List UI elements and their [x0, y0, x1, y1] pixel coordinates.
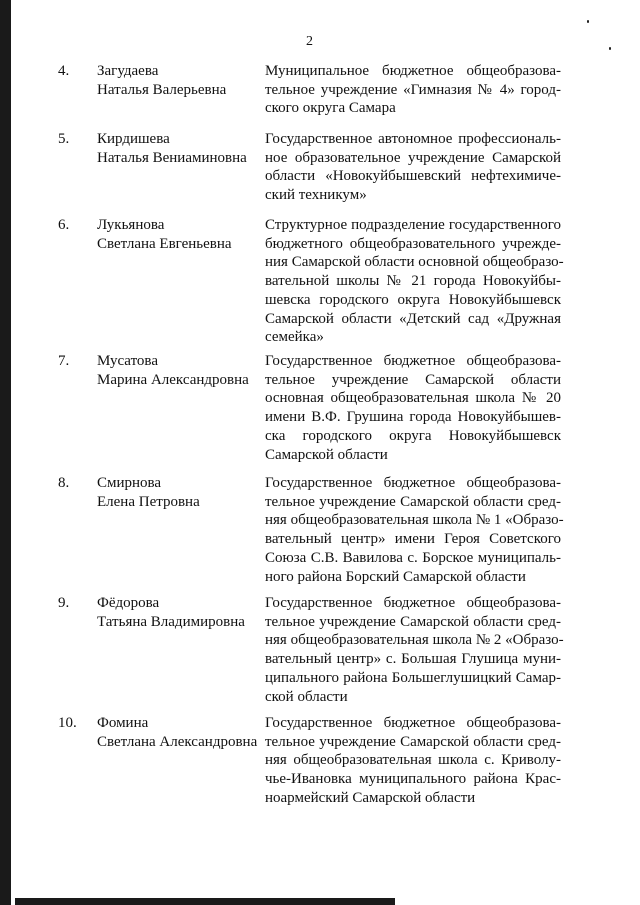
organization-line: чье-Ивановка муниципального района Крас-	[265, 771, 561, 788]
organization-line: семейка»	[265, 329, 324, 346]
organization-line: Государственное бюджетное общеобразова-	[265, 475, 561, 491]
organization	[265, 352, 561, 464]
organization-line: области «Новокуйбышевский нефтехимиче-	[265, 168, 561, 185]
organization-line: ноармейский Самарской области	[265, 789, 476, 806]
organization	[265, 594, 564, 706]
organization-line: Государственное бюджетное общеобразова-	[265, 595, 561, 611]
scan-speck	[587, 20, 589, 23]
person-name	[97, 714, 257, 751]
given-names: Светлана Александровна	[97, 733, 258, 750]
entry-number: 5.	[58, 131, 70, 147]
page-number: 2	[306, 34, 313, 49]
organization-line: ский техникум»	[265, 187, 367, 204]
surname: Смирнова	[97, 475, 162, 491]
organization-line: няя общеобразовательная школа № 1 «Образо-	[265, 512, 564, 529]
organization-line: няя общеобразовательная школа с. Криволу-	[265, 752, 561, 769]
given-names: Наталья Вениаминовна	[97, 149, 247, 166]
organization-line: ска городского округа Новокуйбышевск	[265, 427, 561, 444]
organization-line: Государственное бюджетное общеобразова-	[265, 715, 561, 731]
organization-line: няя общеобразовательная школа № 2 «Образо-	[265, 632, 564, 649]
surname: Лукьянова	[97, 217, 165, 233]
organization-line: ния Самарской области основной общеобразо-	[265, 254, 564, 271]
organization-line: основная общеобразовательная школа № 20	[265, 390, 561, 407]
surname: Кирдишева	[97, 131, 170, 147]
organization-line: ное образовательное учреждение Самарской	[265, 149, 561, 166]
given-names: Елена Петровна	[97, 493, 200, 510]
organization-line: вательный центр» имени Героя Советского	[265, 531, 561, 548]
person-name	[97, 216, 232, 253]
organization-line: ципального района Большеглушицкий Самар-	[265, 669, 561, 686]
surname: Фёдорова	[97, 595, 160, 611]
organization	[265, 62, 561, 118]
given-names: Светлана Евгеньевна	[97, 235, 232, 252]
organization-line: бюджетного общеобразовательного учрежде-	[265, 235, 561, 252]
scan-edge-bottom	[15, 898, 395, 905]
organization-line: Государственное автономное профессиональ-	[265, 131, 561, 147]
surname: Загудаева	[97, 63, 159, 79]
surname: Фомина	[97, 715, 149, 731]
given-names: Татьяна Владимировна	[97, 613, 245, 630]
organization-line: тельное учреждение «Гимназия № 4» город-	[265, 81, 561, 98]
organization-line: ской области	[265, 688, 348, 705]
given-names: Марина Александровна	[97, 371, 249, 388]
organization-line: Государственное бюджетное общеобразова-	[265, 353, 561, 369]
surname: Мусатова	[97, 353, 158, 369]
organization	[265, 130, 561, 205]
person-name	[97, 474, 200, 511]
organization	[265, 474, 564, 586]
entry-number: 10.	[58, 715, 77, 731]
organization-line: Самарской области «Детский сад «Дружная	[265, 310, 561, 327]
organization-line: тельное учреждение Самарской области	[265, 371, 561, 388]
organization-line: Союза С.В. Вавилова с. Борское муниципаль-	[265, 549, 561, 566]
scan-edge-left	[0, 0, 11, 905]
entry-number: 6.	[58, 217, 70, 233]
entry-number: 8.	[58, 475, 70, 491]
person-name	[97, 352, 249, 389]
given-names: Наталья Валерьевна	[97, 81, 227, 98]
organization-line: тельное учреждение Самарской области сред-	[265, 493, 561, 510]
entry-number: 7.	[58, 353, 70, 369]
organization-line: вательной школы № 21 города Новокуйбы-	[265, 273, 561, 290]
person-name	[97, 130, 247, 167]
entry-number: 4.	[58, 63, 70, 79]
organization-line: тельное учреждение Самарской области сред-	[265, 613, 561, 630]
organization-line: тельное учреждение Самарской области сред-	[265, 733, 561, 750]
organization-line: ного района Борский Самарской области	[265, 568, 526, 585]
organization-line: Структурное подразделение государственного	[265, 217, 561, 233]
organization-line: Самарской области	[265, 446, 388, 463]
organization-line: Муниципальное бюджетное общеобразова-	[265, 63, 561, 79]
organization-line: ского округа Самара	[265, 100, 396, 117]
person-name	[97, 594, 245, 631]
organization	[265, 714, 561, 808]
scan-speck	[609, 47, 611, 50]
organization-line: вательный центр» с. Большая Глушица муни-	[265, 651, 561, 668]
person-name	[97, 62, 226, 99]
organization-line: имени В.Ф. Грушина города Новокуйбышев-	[265, 409, 561, 426]
entry-number: 9.	[58, 595, 70, 611]
organization-line: шевска городского округа Новокуйбышевск	[265, 291, 561, 308]
organization	[265, 216, 564, 347]
